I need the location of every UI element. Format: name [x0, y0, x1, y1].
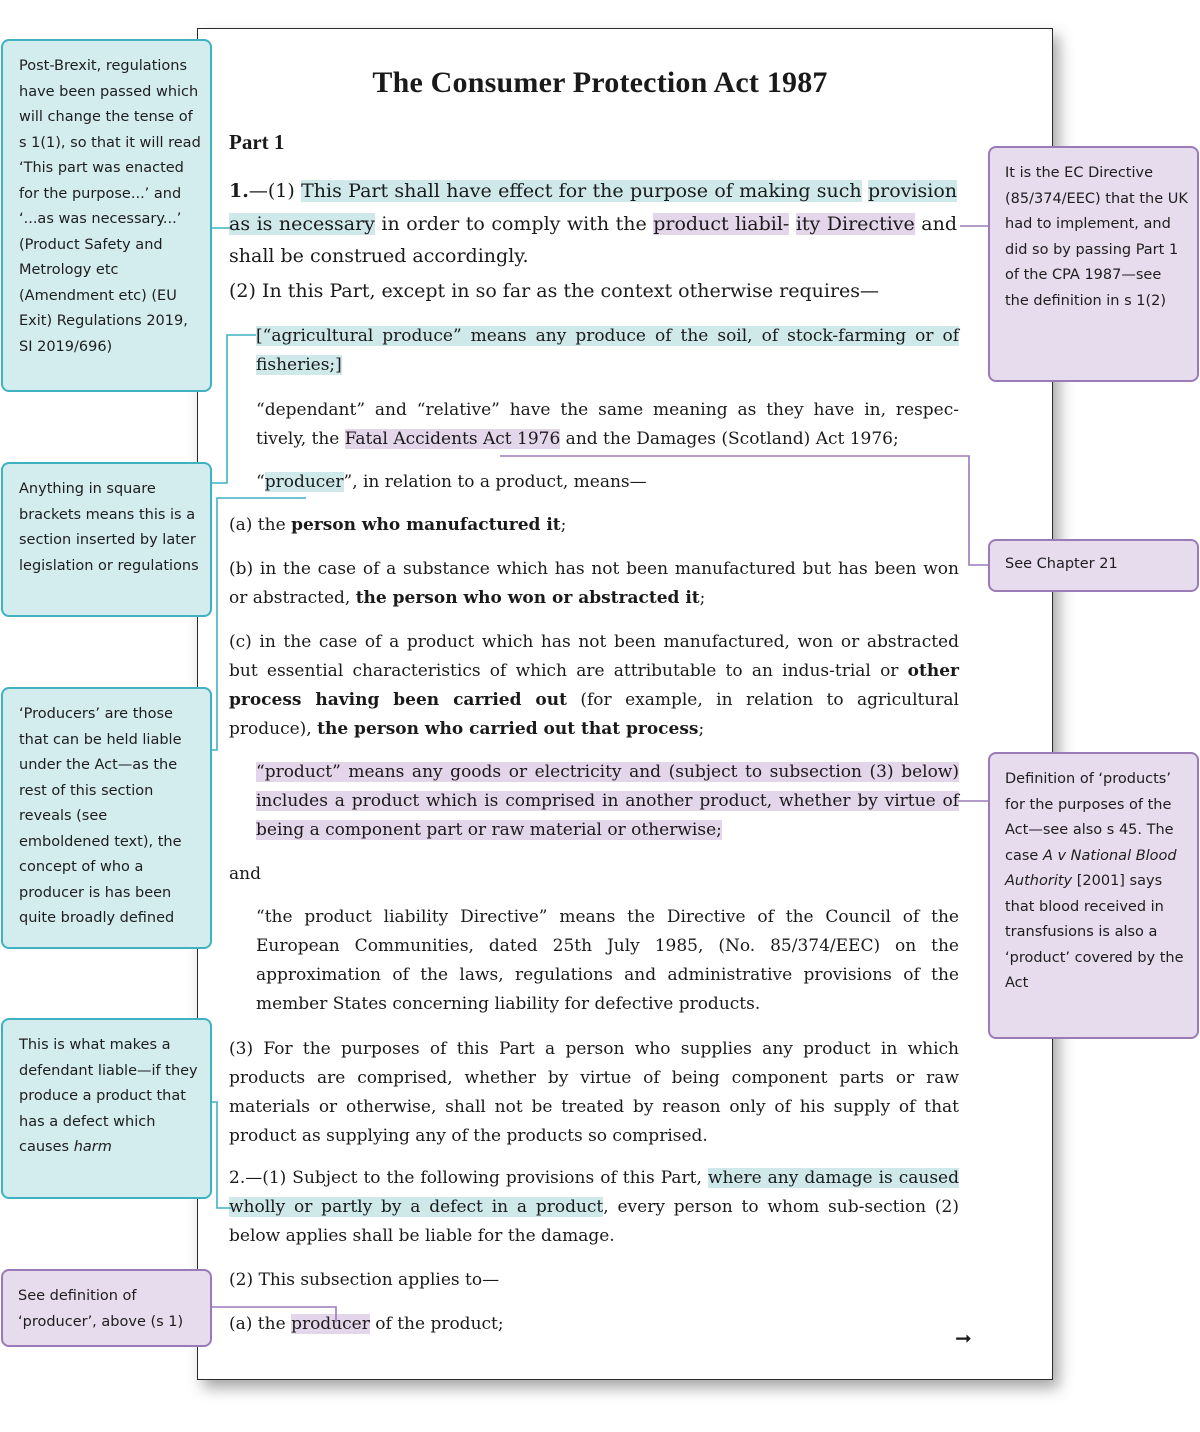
item-b: (b) in the case of a substance which has not been manufactured but has been won or abstracted, the person who won or abstracted it; — [229, 559, 959, 608]
document-title: The Consumer Protection Act 1987 — [372, 66, 828, 99]
item-a: (a) the person who manufactured it; — [229, 515, 567, 535]
purpose-highlight-cont: provision as is necessary — [229, 180, 957, 235]
product-definition: “product” means any goods or electricity and (subject to subsection (3) below) includes a product which is comprised in another product, whether by virtue of being a component part or raw material or otherwise; — [256, 762, 959, 840]
part-heading: Part 1 — [229, 130, 285, 154]
annotation-chapter-21: See Chapter 21 — [988, 539, 1199, 592]
directive-highlight-cont: ity Directive — [795, 212, 915, 235]
annotation-defendant: This is what makes a defendant liable—if they produce a product that has a defect which causes harm — [1, 1018, 212, 1199]
producer-definition: “producer”, in relation to a product, means— — [256, 472, 647, 492]
continue-arrow-icon: ➞ — [955, 1326, 972, 1350]
annotation-producers: ‘Producers’ are those that can be held liable under the Act—as the rest of this section reveals (see emboldened text), the concept of who a producer is has been quite broadly defined — [1, 687, 212, 949]
and-connector: and — [229, 864, 261, 884]
section-1-2: (2) In this Part, except in so far as the context otherwise requires— — [229, 280, 880, 302]
annotation-square-brackets: Anything in square brackets means this is a section inserted by later legislation or regulations — [1, 462, 212, 617]
dependant-definition: “dependant” and “relative” have the same meaning as they have in, respec-tively, the Fatal Accidents Act 1976 and the Damages (Scotland) Act 1976; — [256, 400, 959, 449]
fatal-accidents-highlight: Fatal Accidents Act 1976 — [344, 429, 561, 449]
damage-highlight: where any damage is caused wholly or partly by a defect in a product — [229, 1168, 960, 1217]
agricultural-produce-definition: [“agricultural produce” means any produce of the soil, of stock-farming or of fisheries;] — [256, 326, 959, 375]
directive-highlight: product liabil- — [653, 212, 790, 235]
section-2-2-a: (a) the producer of the product; — [229, 1314, 504, 1334]
section-2-1: 2.—(1) Subject to the following provisions of this Part, where any damage is caused wholly or partly by a defect in a product, every person to whom sub-section (2) below applies shall be liable for the damage. — [229, 1168, 960, 1246]
annotation-see-definition: See definition of ‘producer’, above (s 1) — [1, 1269, 212, 1347]
item-c: (c) in the case of a product which has not been manufactured, won or abstracted but essential characteristics of which are attributable to an indus-trial or other process having been carried out (for example, in relation to agricultural produce), the person who carried out that process; — [229, 632, 959, 739]
section-1-1: 1.—(1) This Part shall have effect for the purpose of making such provision as is necessary in order to comply with the product liabil- ity Directive and shall be construed accordingly. — [229, 180, 957, 267]
annotation-products-definition: Definition of ‘products’ for the purposes of the Act—see also s 45. The case A v National Blood Authority [2001] says that blood received in transfusions is also a ‘product’ covered by the Act — [988, 752, 1199, 1039]
producer-highlight-2: producer — [291, 1314, 370, 1334]
annotation-ec-directive: It is the EC Directive (85/374/EEC) that the UK had to implement, and did so by passing Part 1 of the CPA 1987—see the definition in s 1(2) — [988, 146, 1199, 382]
section-2-2: (2) This subsection applies to— — [229, 1270, 500, 1290]
directive-definition: “the product liability Directive” means the Directive of the Council of the European Communities, dated 25th July 1985, (No. 85/374/EEC) on the approximation of the laws, regulations and administrative provisions of the member States concerning liability for defective products. — [256, 907, 959, 1014]
annotation-brexit: Post-Brexit, regulations have been passed which will change the tense of s 1(1), so that it will read ‘This part was enacted for the purpose...’ and ‘...as was necessary...’ (Product Safety and Metrology etc (Amendment etc) (EU Exit) Regulations 2019, SI 2019/696) — [1, 39, 212, 392]
section-1-3: (3) For the purposes of this Part a person who supplies any product in which products are comprised, whether by virtue of being component parts or raw materials or otherwise, shall not be treated by reason only of his supply of that product as supplying any of the products so comprised. — [229, 1039, 959, 1146]
purpose-highlight: This Part shall have effect for the purpose of making such — [301, 180, 862, 202]
producer-highlight: producer — [264, 472, 344, 492]
